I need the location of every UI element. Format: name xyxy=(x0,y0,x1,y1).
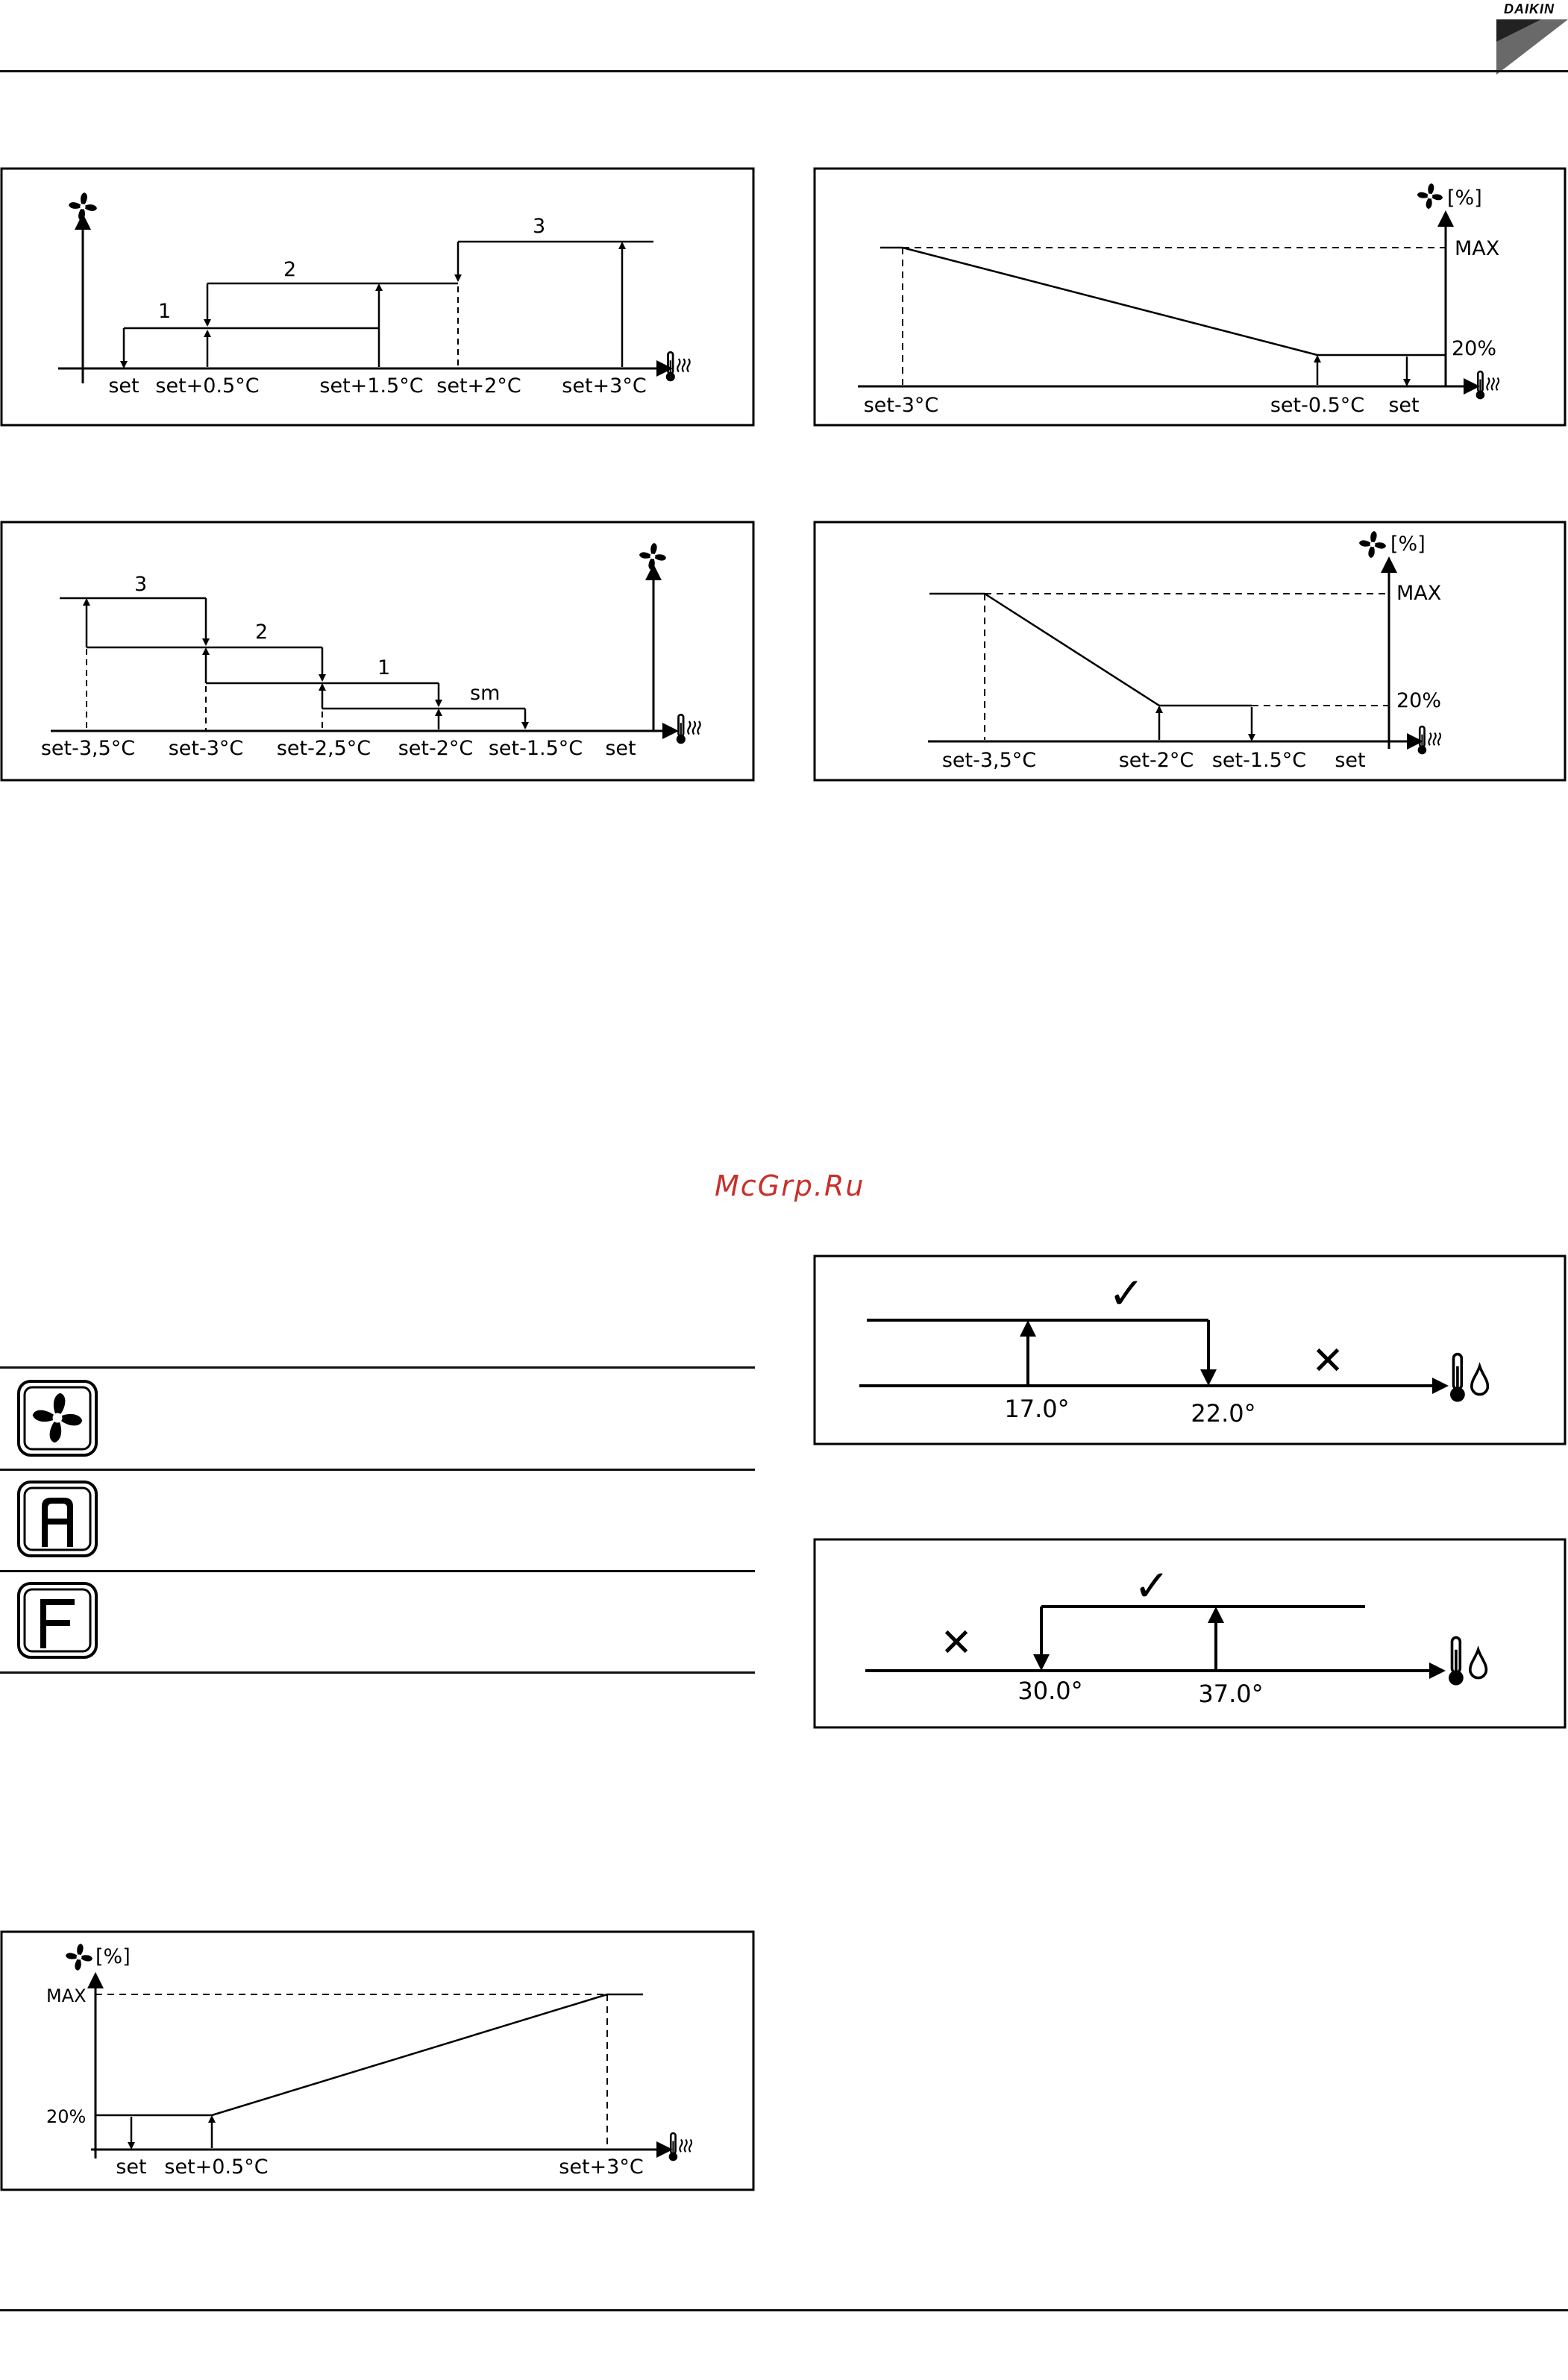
step-label: 2 xyxy=(255,621,269,644)
x-label: set-0.5°C xyxy=(1270,394,1365,417)
x-label: set-2,5°C xyxy=(276,737,371,760)
step-label: 2 xyxy=(283,258,297,281)
x-label: set+0.5°C xyxy=(164,2155,269,2179)
fan-mode-icon xyxy=(16,1379,98,1457)
fan-icon xyxy=(639,543,666,570)
step-label: 3 xyxy=(533,215,546,238)
diagram-heat-modulating-a xyxy=(813,167,1568,427)
diagram-cool-steps xyxy=(0,167,755,427)
x-label: set-3,5°C xyxy=(941,749,1037,772)
step-label: 1 xyxy=(377,656,391,679)
x-label: set-3°C xyxy=(168,737,244,760)
x-label: set xyxy=(1335,749,1366,772)
heat-icon xyxy=(666,352,690,381)
fan-icon xyxy=(66,1944,92,1971)
x-label: set-1.5°C xyxy=(1211,749,1307,772)
heat-icon xyxy=(669,2133,692,2161)
header-rule xyxy=(0,70,1568,72)
x-label: set xyxy=(108,374,139,398)
threshold-low-value: 30.0° xyxy=(1017,1677,1083,1705)
diagram-heat-steps xyxy=(0,521,755,782)
auto-mode-icon xyxy=(16,1480,98,1558)
step-label: sm xyxy=(470,682,501,705)
enabled-check-icon: ✓ xyxy=(1108,1268,1145,1319)
fan-icon xyxy=(1417,183,1443,209)
y-unit: [%] xyxy=(95,1945,131,1968)
forced-mode-icon xyxy=(16,1581,98,1660)
x-label: set+2°C xyxy=(436,374,521,398)
y-unit: [%] xyxy=(1390,533,1426,556)
step-label: 3 xyxy=(134,573,148,596)
x-label: set xyxy=(116,2155,147,2179)
threshold-high-value: 22.0° xyxy=(1191,1399,1256,1428)
y-min: 20% xyxy=(1452,337,1497,360)
x-label: set xyxy=(605,737,636,760)
y-max: MAX xyxy=(1455,237,1500,260)
y-max: MAX xyxy=(46,1985,87,2006)
x-label: set-3°C xyxy=(863,394,939,417)
brand-logo: DAIKIN xyxy=(1504,1,1555,16)
x-label: set-3,5°C xyxy=(40,737,136,760)
mode-row-fan xyxy=(0,1369,755,1471)
watermark: McGrp.Ru xyxy=(715,1169,865,1202)
heat-icon xyxy=(1418,726,1440,754)
enabled-check-icon: ✓ xyxy=(1133,1560,1170,1611)
x-label: set-2°C xyxy=(1118,749,1194,772)
heat-icon xyxy=(1476,371,1499,399)
y-max: MAX xyxy=(1396,582,1442,605)
footer-rule xyxy=(0,2309,1568,2311)
diagram-heat-modulating-b xyxy=(813,521,1568,782)
brand-logo-mark xyxy=(1496,19,1568,75)
diagram-cool-modulating xyxy=(0,1930,755,2191)
y-min: 20% xyxy=(1396,689,1442,712)
threshold-high-value: 37.0° xyxy=(1198,1680,1264,1708)
disabled-cross-icon: ✕ xyxy=(940,1621,973,1665)
fan-icon xyxy=(1359,531,1386,558)
diagram-threshold-low xyxy=(813,1255,1568,1445)
x-label: set+0.5°C xyxy=(155,374,260,398)
mode-row-auto xyxy=(0,1471,755,1572)
y-unit: [%] xyxy=(1447,186,1482,210)
temperature-humidity-icon xyxy=(1449,1638,1486,1686)
x-label: set+1.5°C xyxy=(319,374,424,398)
heat-icon xyxy=(677,715,700,744)
x-label: set+3°C xyxy=(559,2155,644,2179)
disabled-cross-icon: ✕ xyxy=(1311,1339,1344,1384)
x-label: set-1.5°C xyxy=(488,737,583,760)
mode-row-forced xyxy=(0,1572,755,1674)
diagram-threshold-high xyxy=(813,1538,1568,1729)
y-min: 20% xyxy=(46,2106,87,2127)
x-label: set-2°C xyxy=(398,737,474,760)
x-label: set+3°C xyxy=(562,374,647,398)
step-label: 1 xyxy=(158,300,172,323)
temperature-humidity-icon xyxy=(1450,1354,1487,1402)
threshold-low-value: 17.0° xyxy=(1004,1395,1070,1423)
x-label: set xyxy=(1388,394,1420,417)
